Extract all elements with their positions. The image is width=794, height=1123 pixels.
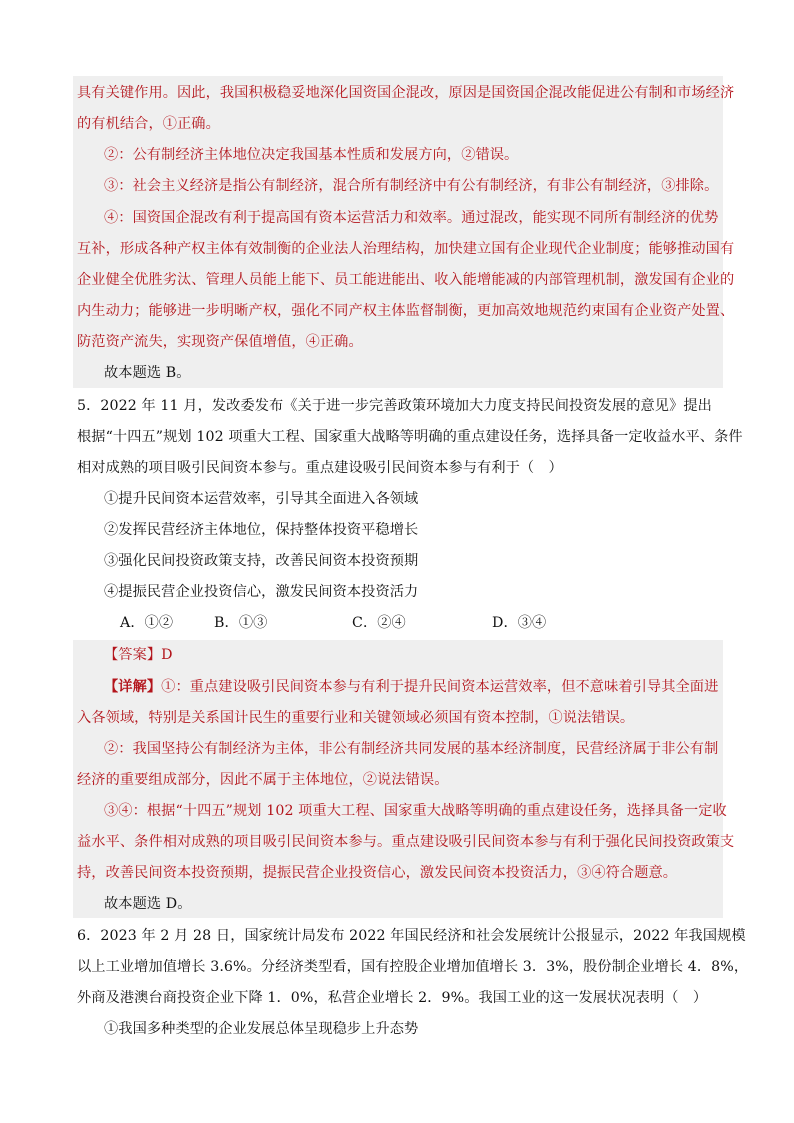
q5-detail-line-3: ②：我国坚持公有制经济为主体，非公有制经济共同发展的基本经济制度，民营经济属于非公有制 <box>104 741 719 757</box>
q5-detail-line-5: ③④：根据“十四五”规划 102 项重大工程、国家重大战略等明确的重点建设任务，选择具备一定收 <box>104 803 727 819</box>
prev-explanation-line-5: ④：国资国企混改有利于提高国有资本运营活力和效率。通过混改，能实现不同所有制经济的优势 <box>104 210 719 226</box>
q5-options-row <box>0 608 794 638</box>
prev-explanation-line-6: 互补，形成各种产权主体有效制衡的企业法人治理结构，加快建立国有企业现代企业制度；能够推动国有 <box>77 241 735 257</box>
detail-label: 【详解】 <box>104 679 162 695</box>
q5-stem-line-2: 根据“十四五”规划 102 项重大工程、国家重大战略等明确的重点建设任务，选择具备一定收益水平、条件 <box>77 429 743 445</box>
q5-item-4: ④提振民营企业投资信心，激发民间资本投资活力 <box>104 584 419 600</box>
q6-stem-line-2: 以上工业增加值增长 3.6%。分经济类型看，国有控股企业增加值增长 3．3%，股份制企业增长 4．8%， <box>77 959 749 975</box>
q5-option-c[interactable]: C．②④ <box>352 615 406 631</box>
prev-explanation-line-7: 企业健全优胜劣汰、管理人员能上能下、员工能进能出、收入能增能减的内部管理机制，激发国有企业的 <box>77 272 735 288</box>
q5-detail-line-1 <box>104 672 718 702</box>
prev-conclusion: 故本题选 B。 <box>104 365 191 381</box>
q5-item-3: ③强化民间投资政策支持，改善民间资本投资预期 <box>104 553 419 569</box>
q5-option-a[interactable]: A．①② <box>120 615 174 631</box>
q5-stem-line-3: 相对成熟的项目吸引民间资本参与。重点建设吸引民间资本参与有利于（ ） <box>77 460 563 476</box>
q6-stem-line-3: 外商及港澳台商投资企业下降 1．0%，私营企业增长 2．9%。我国工业的这一发展状况表明（ ） <box>77 990 708 1006</box>
q6-item-1: ①我国多种类型的企业发展总体呈现稳步上升态势 <box>104 1021 419 1037</box>
answer-value: D <box>161 647 173 663</box>
q5-answer <box>104 640 173 670</box>
q5-item-1: ①提升民间资本运营效率，引导其全面进入各领域 <box>104 491 419 507</box>
q5-detail-line-6: 益水平、条件相对成熟的项目吸引民间资本参与。重点建设吸引民间资本参与有利于强化民间投资政策支 <box>77 834 735 850</box>
prev-explanation-line-4: ③：社会主义经济是指公有制经济，混合所有制经济中有公有制经济，有非公有制经济，③排除。 <box>104 178 719 194</box>
q5-option-d[interactable]: D．③④ <box>492 615 547 631</box>
q5-detail-line-4: 经济的重要组成部分，因此不属于主体地位，②说法错误。 <box>77 772 449 788</box>
q5-detail-text-1: ①：重点建设吸引民间资本参与有利于提升民间资本运营效率，但不意味着引导其全面进 <box>161 679 719 695</box>
q5-detail-line-7: 持，改善民间资本投资预期，提振民营企业投资信心，激发民间资本投资活力，③④符合题意。 <box>77 865 678 881</box>
prev-explanation-line-3: ②：公有制经济主体地位决定我国基本性质和发展方向，②错误。 <box>104 147 519 163</box>
q5-stem-line-1: 5．2022 年 11 月，发改委发布《关于进一步完善政策环境加大力度支持民间投资发展的意见》提出 <box>77 398 712 414</box>
q5-option-b[interactable]: B．①③ <box>214 615 268 631</box>
prev-explanation-line-9: 防范资产流失，实现资产保值增值，④正确。 <box>77 334 363 350</box>
q5-detail-line-2: 入各领域，特别是关系国计民生的重要行业和关键领域必须国有资本控制，①说法错误。 <box>77 710 635 726</box>
answer-label: 【答案】 <box>104 647 162 663</box>
prev-explanation-line-8: 内生动力；能够进一步明晰产权，强化不同产权主体监督制衡，更加高效地规范约束国有企业资产处置、 <box>77 303 735 319</box>
q6-stem-line-1: 6．2023 年 2 月 28 日，国家统计局发布 2022 年国民经济和社会发展统计公报显示，2022 年我国规模 <box>77 928 746 944</box>
prev-explanation-line-1: 具有关键作用。因此，我国积极稳妥地深化国资国企混改，原因是国资国企混改能促进公有制和市场经济 <box>77 85 735 101</box>
q5-conclusion: 故本题选 D。 <box>104 896 192 912</box>
q5-item-2: ②发挥民营经济主体地位，保持整体投资平稳增长 <box>104 522 419 538</box>
prev-explanation-line-2: 的有机结合，①正确。 <box>77 116 220 132</box>
